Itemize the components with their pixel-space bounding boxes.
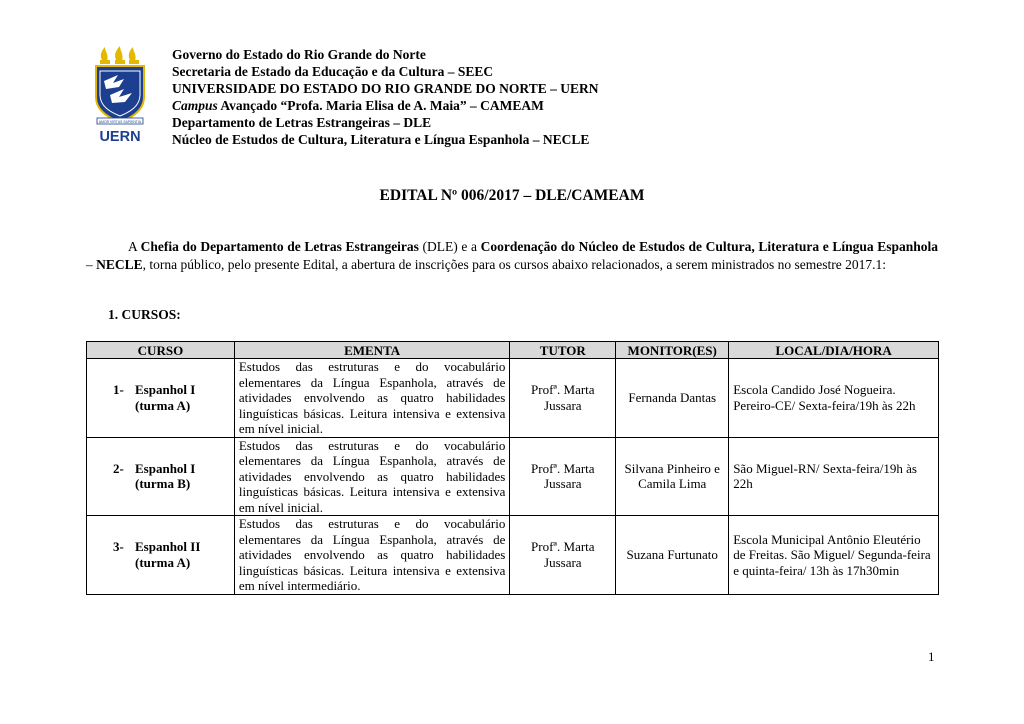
cell-monitor: Fernanda Dantas [616,359,729,438]
header-tutor: TUTOR [510,342,616,359]
cell-monitor: Suzana Furtunato [616,516,729,595]
cell-local: Escola Municipal Antônio Eleutério de Freitas. São Miguel/ Segunda-feira e quinta-feira/ 13h às 17h30min [729,516,939,595]
svg-text:AMOR VIRTUS SAPIENTIA: AMOR VIRTUS SAPIENTIA [98,119,142,124]
course-turma: (turma B) [135,476,191,492]
course-number: 1- [113,382,124,398]
intro-bold-1: Chefia do Departamento de Letras Estrangeiras [140,239,419,254]
intro-text-2: (DLE) e a [418,239,481,254]
table-row [87,516,939,595]
courses-table [86,341,939,595]
header-curso: CURSO [87,342,235,359]
course-name: Espanhol I [135,382,196,398]
header-line-campus [172,97,598,114]
header-line-necle: Núcleo de Estudos de Cultura, Literatura e Língua Espanhola – NECLE [172,132,590,147]
course-number: 2- [113,460,124,476]
table-header-row [87,342,939,359]
intro-bold-3: NECLE [96,257,143,272]
page-number: 1 [928,649,935,664]
cell-local: São Miguel-RN/ Sexta-feira/19h às 22h [729,437,939,516]
intro-paragraph [86,238,938,274]
course-turma: (turma A) [135,397,191,413]
cell-tutor: Profª. Marta Jussara [510,359,616,438]
course-name: Espanhol II [135,539,201,555]
cell-ementa: Estudos das estruturas e do vocabulário elementares da Língua Espanhola, através de atividades envolvendo as quatro habilidades linguísticas básicas. Leitura intensiva e extensiva em nível inicial. [234,359,510,438]
section-title-cursos: 1. CURSOS: [108,307,181,322]
header-campus-rest: Avançado “Profa. Maria Elisa de A. Maia” – CAMEAM [217,98,544,113]
table-row [87,437,939,516]
cell-ementa: Estudos das estruturas e do vocabulário elementares da Língua Espanhola, através de atividades envolvendo as quatro habilidades linguísticas básicas. Leitura intensiva e extensiva em nível intermediário. [234,516,510,595]
cell-tutor: Profª. Marta Jussara [510,516,616,595]
cell-curso [87,437,235,516]
cell-curso [87,359,235,438]
intro-bold-2: Coordenação do Núcleo de Estudos de Cultura, Literatura e Língua Espanhola [480,239,938,254]
header-line-university: UNIVERSIDADE DO ESTADO DO RIO GRANDE DO NORTE – UERN [172,81,599,96]
cell-local: Escola Candido José Nogueira. Pereiro-CE/ Sexta-feira/19h às 22h [729,359,939,438]
cell-monitor: Silvana Pinheiro e Camila Lima [616,437,729,516]
document-title: EDITAL Nº 006/2017 – DLE/CAMEAM [379,187,645,204]
course-name: Espanhol I [135,460,196,476]
header-line-secretaria: Secretaria de Estado da Educação e da Cultura – SEEC [172,64,494,79]
header-monitores: MONITOR(ES) [616,342,729,359]
table-row [87,359,939,438]
course-turma: (turma A) [135,554,191,570]
intro-text-3: – [86,257,97,272]
cell-tutor: Profª. Marta Jussara [510,437,616,516]
svg-text:UERN: UERN [99,129,141,145]
institution-header [172,46,598,148]
header-local: LOCAL/DIA/HORA [729,342,939,359]
header-line-department: Departamento de Letras Estrangeiras – DLE [172,115,432,130]
cell-ementa: Estudos das estruturas e do vocabulário elementares da Língua Espanhola, através de atividades envolvendo as quatro habilidades linguísticas básicas. Leitura intensiva e extensiva em nível inicial. [234,437,510,516]
header-line-government: Governo do Estado do Rio Grande do Norte [172,47,426,62]
header-campus-italic: Campus [172,98,218,113]
uern-logo [91,45,149,145]
header-ementa: EMENTA [234,342,510,359]
intro-text-4: , torna público, pelo presente Edital, a abertura de inscrições para os cursos abaixo relacionados, a serem ministrados no semestre 2017.1: [142,257,887,272]
intro-text-1: A [128,239,141,254]
cell-curso [87,516,235,595]
course-number: 3- [113,539,124,555]
